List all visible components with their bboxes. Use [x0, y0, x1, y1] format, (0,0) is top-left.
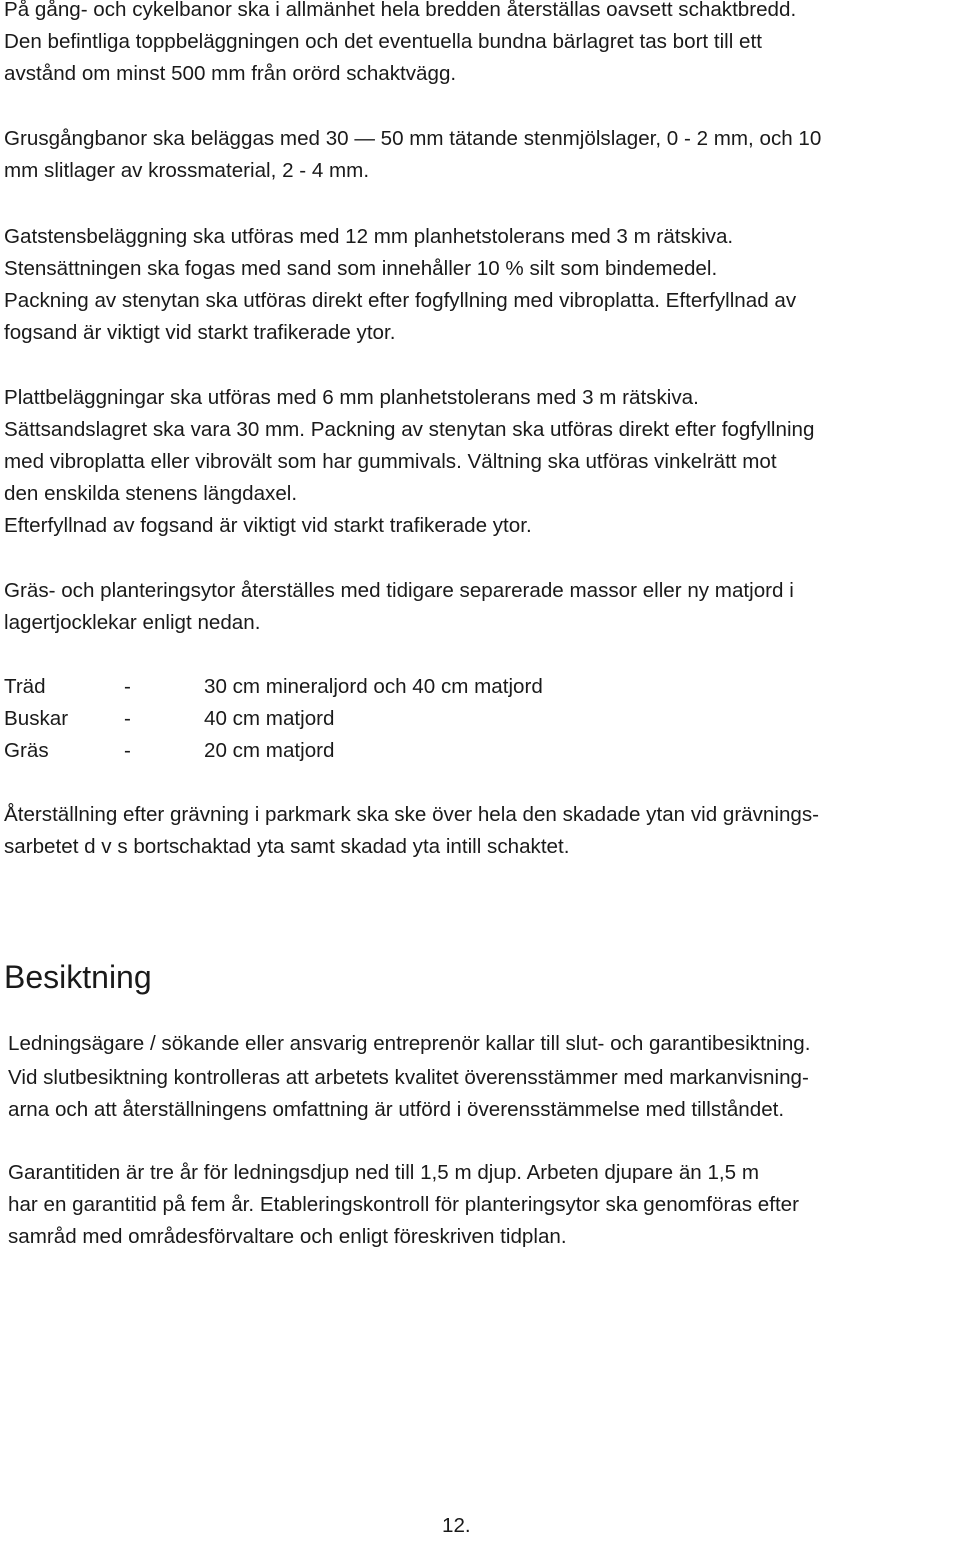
text-line: Plattbeläggningar ska utföras med 6 mm planhetstolerans med 3 m rätskiva. [4, 386, 699, 409]
text-line: har en garantitid på fem år. Etableringskontroll för planteringsytor ska genomföras efter [8, 1193, 799, 1216]
dash-separator: - [124, 739, 131, 762]
text-line: arna och att återställningens omfattning är utförd i överensstämmelse med tillståndet. [8, 1098, 785, 1121]
text-line: avstånd om minst 500 mm från orörd schaktvägg. [4, 62, 457, 85]
text-line: Packning av stenytan ska utföras direkt efter fogfyllning med vibroplatta. Efterfyllnad av [4, 289, 797, 312]
page-number: 12. [442, 1514, 471, 1537]
text-line: Vid slutbesiktning kontrolleras att arbetets kvalitet överensstämmer med markanvisning- [8, 1066, 809, 1089]
text-line: med vibroplatta eller vibrovält som har gummivals. Vältning ska utföras vinkelrätt mot [4, 450, 777, 473]
plant-type: Träd [4, 675, 46, 698]
text-line: Efterfyllnad av fogsand är viktigt vid starkt trafikerade ytor. [4, 514, 532, 537]
text-line: Grusgångbanor ska beläggas med 30 — 50 mm tätande stenmjölslager, 0 - 2 mm, och 10 [4, 127, 822, 150]
text-line: Stensättningen ska fogas med sand som innehåller 10 % silt som bindemedel. [4, 257, 718, 280]
text-line: Den befintliga toppbeläggningen och det eventuella bundna bärlagret tas bort till ett [4, 30, 762, 53]
text-line: mm slitlager av krossmaterial, 2 - 4 mm. [4, 159, 370, 182]
text-line: den enskilda stenens längdaxel. [4, 482, 298, 505]
dash-separator: - [124, 707, 131, 730]
text-line: sarbetet d v s bortschaktad yta samt skadad yta intill schaktet. [4, 835, 570, 858]
soil-depth: 20 cm matjord [204, 739, 335, 762]
text-line: Gatstensbeläggning ska utföras med 12 mm planhetstolerans med 3 m rätskiva. [4, 225, 734, 248]
text-line: Sättsandslagret ska vara 30 mm. Packning av stenytan ska utföras direkt efter fogfyllning [4, 418, 815, 441]
soil-depth: 30 cm mineraljord och 40 cm matjord [204, 675, 543, 698]
text-line: Gräs- och planteringsytor återställes med tidigare separerade massor eller ny matjord i [4, 579, 794, 602]
text-line: samråd med områdesförvaltare och enligt föreskriven tidplan. [8, 1225, 567, 1248]
text-line: Garantitiden är tre år för ledningsdjup ned till 1,5 m djup. Arbeten djupare än 1,5 m [8, 1161, 759, 1184]
text-line: Ledningsägare / sökande eller ansvarig entreprenör kallar till slut- och garantibesiktning. [8, 1032, 811, 1055]
text-line: På gång- och cykelbanor ska i allmänhet hela bredden återställas oavsett schaktbredd. [4, 0, 797, 21]
text-line: lagertjocklekar enligt nedan. [4, 611, 261, 634]
dash-separator: - [124, 675, 131, 698]
section-heading: Besiktning [4, 959, 152, 995]
plant-type: Gräs [4, 739, 49, 762]
text-line: fogsand är viktigt vid starkt trafikerade ytor. [4, 321, 396, 344]
text-line: Återställning efter grävning i parkmark ska ske över hela den skadade ytan vid grävnings- [4, 803, 820, 826]
plant-type: Buskar [4, 707, 69, 730]
soil-depth: 40 cm matjord [204, 707, 335, 730]
